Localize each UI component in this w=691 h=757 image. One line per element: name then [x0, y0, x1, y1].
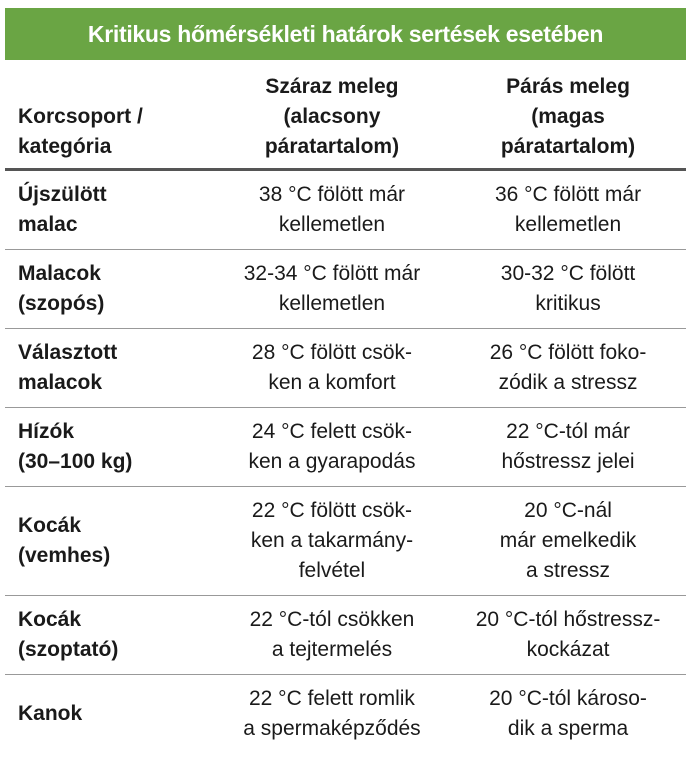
category-cell: Kocák (szoptató): [5, 596, 214, 675]
header-row: [5, 62, 686, 170]
category-cell: Hízók (30–100 kg): [5, 408, 214, 487]
header-humid-heat: Párás meleg (magas páratartalom): [450, 62, 686, 170]
table-row: [5, 170, 686, 250]
dry-heat-cell: 22 °C fölött csök- ken a takarmány- felvétel: [214, 487, 450, 596]
table-row: [5, 329, 686, 408]
table-row: [5, 596, 686, 675]
table-row: [5, 487, 686, 596]
humid-heat-cell: 26 °C fölött foko- zódik a stressz: [450, 329, 686, 408]
humid-heat-cell: 30-32 °C fölött kritikus: [450, 250, 686, 329]
humid-heat-cell: 20 °C-nál már emelkedik a stressz: [450, 487, 686, 596]
category-cell: Kanok: [18, 702, 83, 725]
humid-heat-cell: 20 °C-tól károso- dik a sperma: [489, 687, 647, 740]
dry-heat-cell: 32-34 °C fölött már kellemetlen: [214, 250, 450, 329]
table-row: [5, 675, 686, 754]
category-cell: Malacok (szopós): [5, 250, 214, 329]
humid-heat-cell: 20 °C-tól hőstressz- kockázat: [450, 596, 686, 675]
table-row: [5, 408, 686, 487]
category-cell: Újszülött malac: [5, 170, 214, 250]
dry-heat-cell: 28 °C fölött csök- ken a komfort: [214, 329, 450, 408]
category-cell: Kocák (vemhes): [5, 487, 214, 596]
temperature-table: [5, 62, 686, 753]
dry-heat-cell: 22 °C felett romlik a spermaképződés: [243, 687, 421, 740]
category-cell: Választott malacok: [5, 329, 214, 408]
table-title: Kritikus hőmérsékleti határok sertések esetében: [5, 8, 686, 60]
dry-heat-cell: 38 °C fölött már kellemetlen: [214, 170, 450, 250]
header-dry-heat: Száraz meleg (alacsony páratartalom): [214, 62, 450, 170]
dry-heat-cell: 24 °C felett csök- ken a gyarapodás: [214, 408, 450, 487]
header-category: Korcsoport / kategória: [5, 62, 214, 170]
table-row: [5, 250, 686, 329]
dry-heat-cell: 22 °C-tól csökken a tejtermelés: [214, 596, 450, 675]
humid-heat-cell: 22 °C-tól már hőstressz jelei: [450, 408, 686, 487]
humid-heat-cell: 36 °C fölött már kellemetlen: [450, 170, 686, 250]
